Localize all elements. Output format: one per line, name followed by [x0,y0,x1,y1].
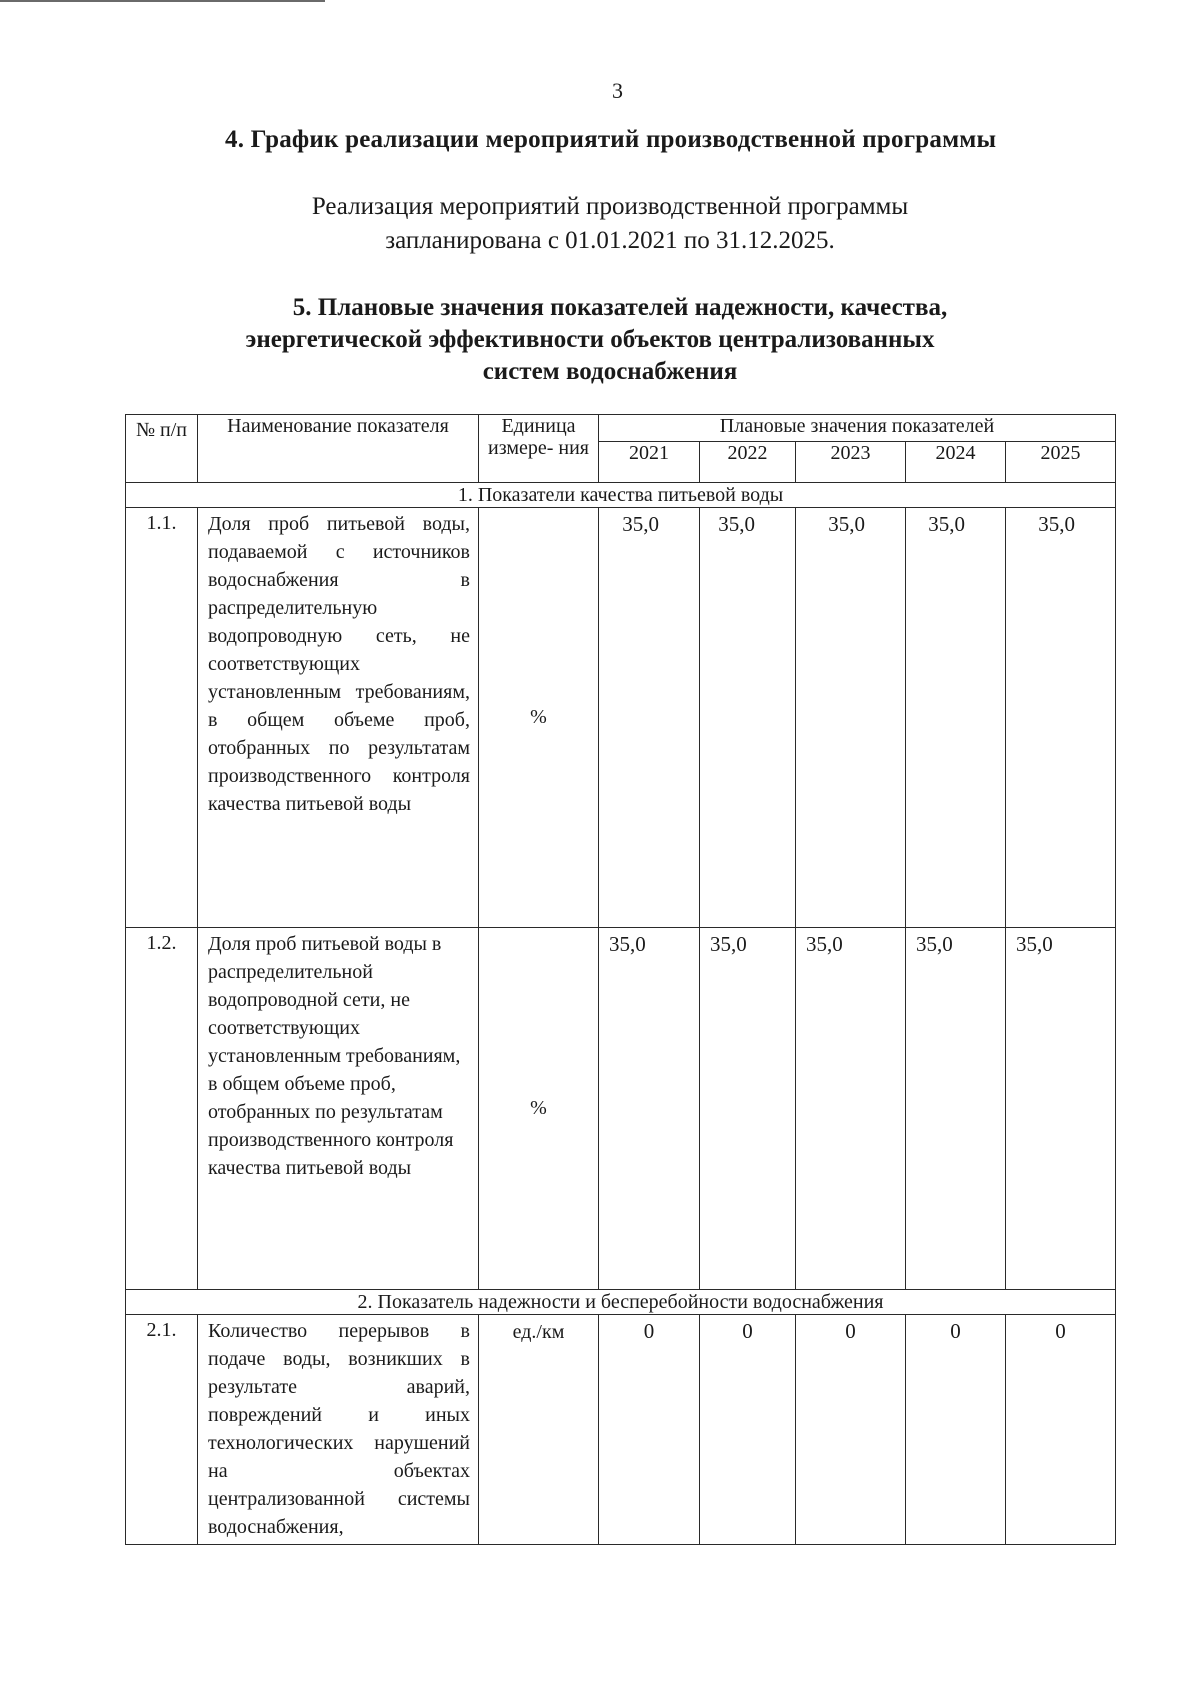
section-5-title-line-2: энергетической эффективности объектов централизованных [245,326,935,353]
header-unit: Единица измере- ния [479,415,599,483]
indicator-unit: ед./км [479,1315,599,1545]
indicator-name: Доля проб питьевой воды, подаваемой с источников водоснабжения в распределительную водопроводную сеть, не соответствующих установленным требованиям, в общем объеме проб, отобранных по результатам производственного контроля качества питьевой воды [198,508,479,928]
header-name: Наименование показателя [198,415,479,483]
section-4-text-line-2: запланирована с 01.01.2021 по 31.12.2025. [385,227,835,254]
header-year-2022: 2022 [700,442,796,483]
value-2022: 0 [700,1315,796,1545]
section-row-quality [126,483,1116,508]
value-2021: 35,0 [599,928,700,1290]
row-number: 1.2. [126,928,198,1290]
row-number: 2.1. [126,1315,198,1545]
value-2024: 35,0 [906,508,1006,928]
header-num: № п/п [126,415,198,483]
section-title: 1. Показатели качества питьевой воды [126,483,1116,508]
value-2023: 0 [796,1315,906,1545]
value-2021: 35,0 [599,508,700,928]
header-year-2023: 2023 [796,442,906,483]
value-2024: 35,0 [906,928,1006,1290]
value-2025: 0 [1006,1315,1116,1545]
section-title: 2. Показатель надежности и бесперебойности водоснабжения [126,1290,1116,1315]
section-5-title-line-3: систем водоснабжения [482,358,738,385]
value-2022: 35,0 [700,508,796,928]
section-5-title-line-1: 5. Плановые значения показателей надежности, качества, [292,294,948,321]
indicator-unit: % [479,508,599,928]
indicators-table [125,414,1116,1545]
row-number: 1.1. [126,508,198,928]
table-header-row [126,415,1116,442]
page-number: 3 [612,78,623,103]
value-2023: 35,0 [796,508,906,928]
indicator-name: Доля проб питьевой воды в распределительной водопроводной сети, не соответствующих установленным требованиям, в общем объеме проб, отобранных по результатам производственного контроля качества питьевой воды [198,928,479,1290]
header-planned-values: Плановые значения показателей [599,415,1116,442]
header-year-2024: 2024 [906,442,1006,483]
indicator-name: Количество перерывов в подаче воды, возникших в результате аварий, повреждений и иных технологических нарушений на объектах централизованной системы водоснабжения, [198,1315,479,1545]
value-2022: 35,0 [700,928,796,1290]
table-row [126,1315,1116,1545]
indicator-unit: % [479,928,599,1290]
header-year-2021: 2021 [599,442,700,483]
top-rule [0,0,325,2]
value-2023: 35,0 [796,928,906,1290]
header-year-2025: 2025 [1006,442,1116,483]
section-4-text-line-1: Реализация мероприятий производственной программы [311,193,909,220]
section-row-reliability [126,1290,1116,1315]
value-2024: 0 [906,1315,1006,1545]
value-2025: 35,0 [1006,928,1116,1290]
table-row [126,508,1116,928]
value-2021: 0 [599,1315,700,1545]
value-2025: 35,0 [1006,508,1116,928]
section-4-title: 4. График реализации мероприятий производственной программы [225,126,997,153]
table-row [126,928,1116,1290]
